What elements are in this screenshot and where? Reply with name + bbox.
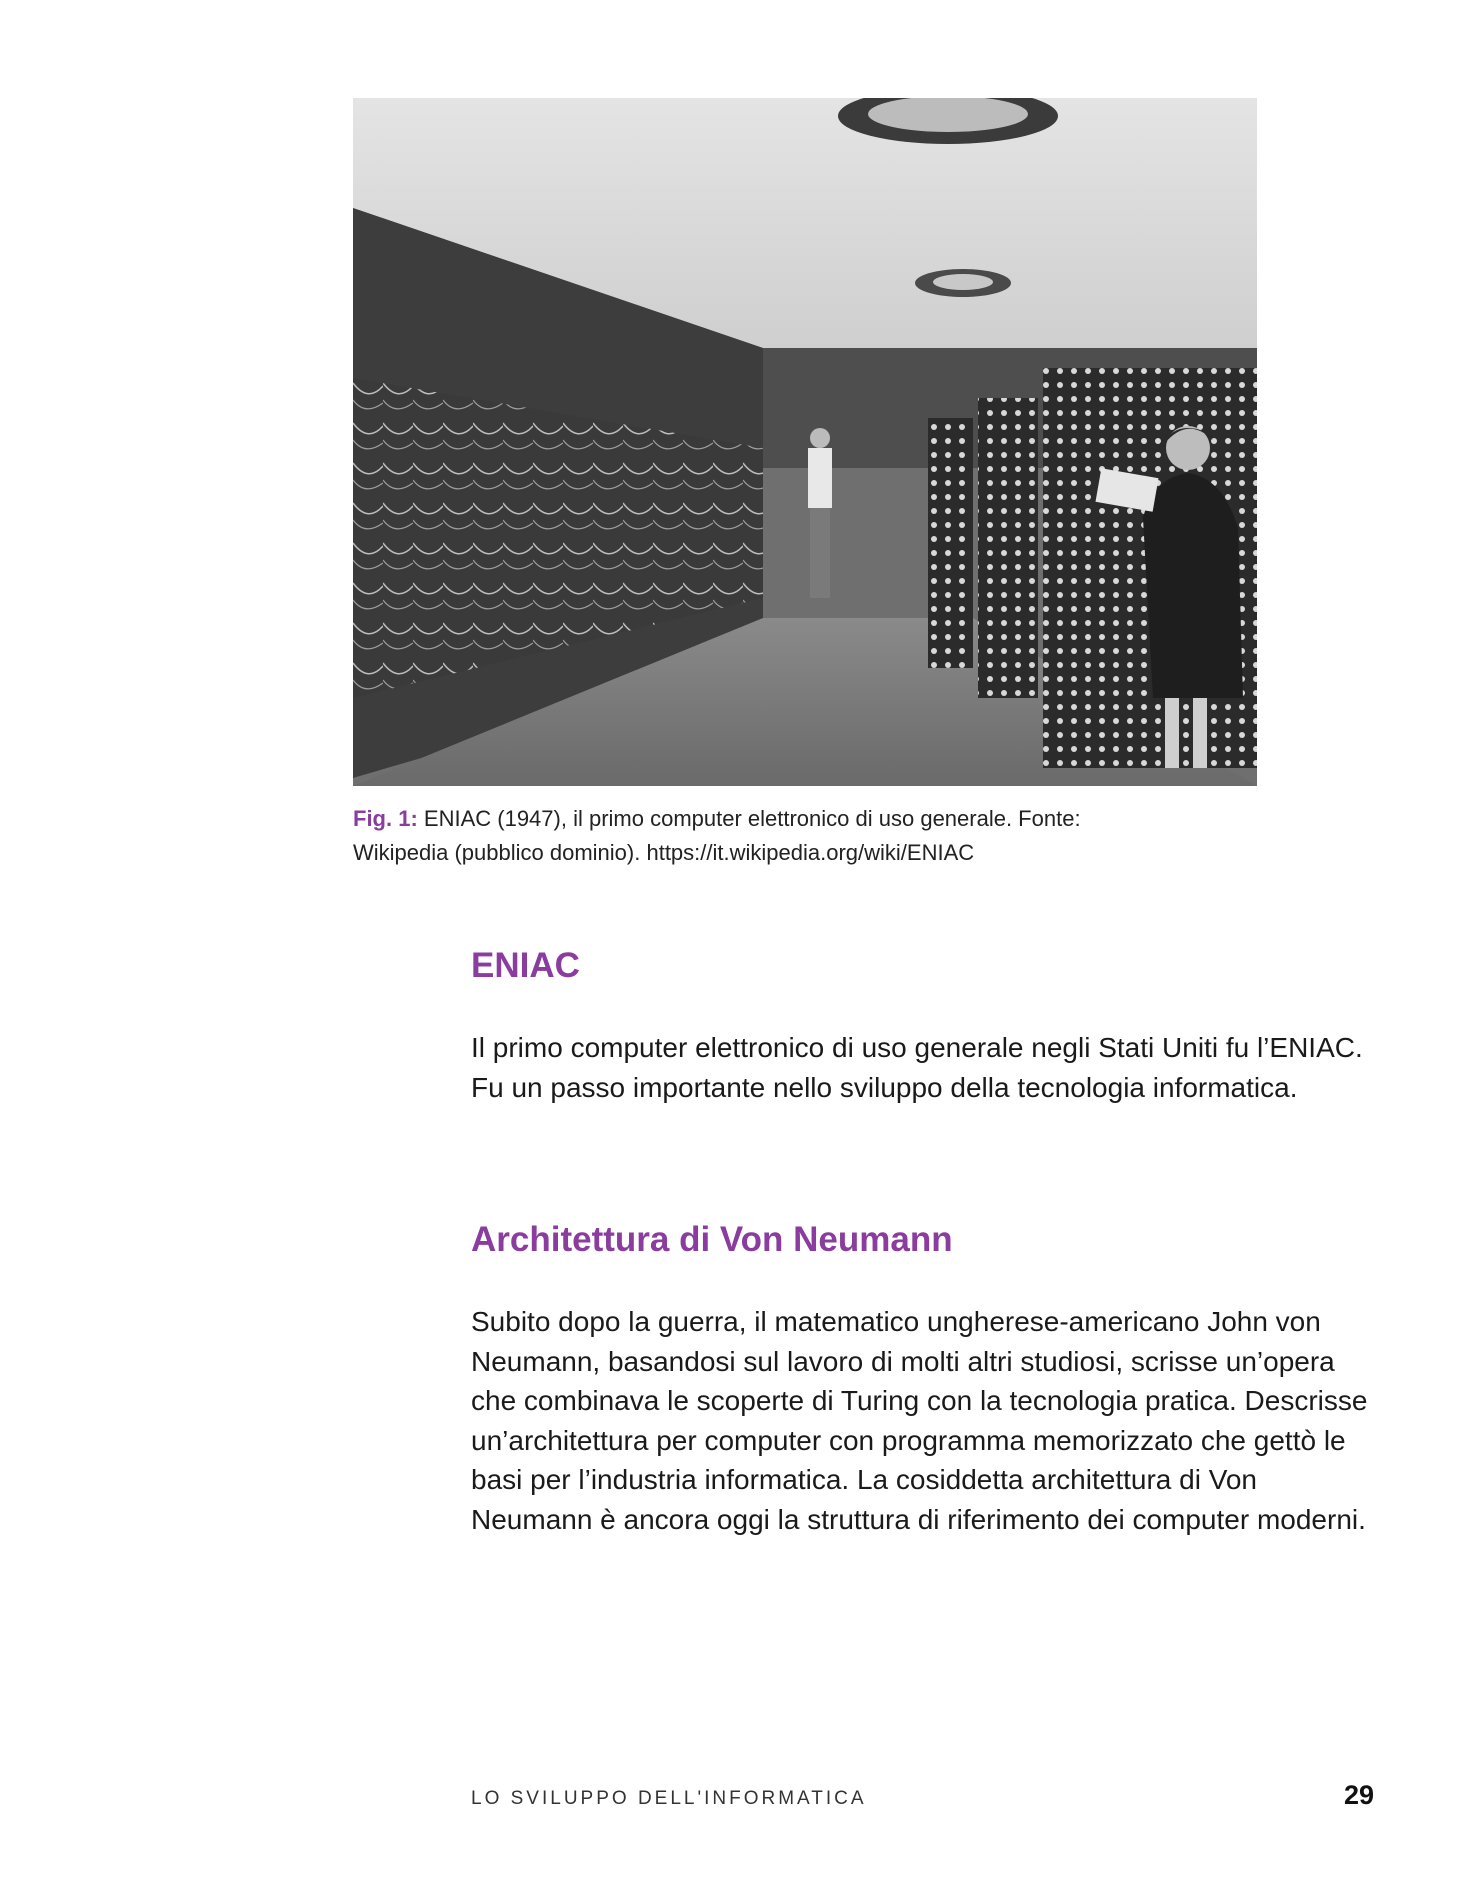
section-paragraph-von-neumann: Subito dopo la guerra, il matematico ungherese-americano John von Neumann, basandosi sul lavoro di molti altri studiosi, scrisse un’opera che combinava le scoperte di Turing con la tecnologia pratica. Descrisse un’architettura per computer con programma memorizzato che gettò le basi per l’industria informatica. La cosiddetta architettura di Von Neumann è ancora oggi la struttura di riferimento dei computer moderni. — [471, 1306, 1368, 1535]
figure-label: Fig. 1: — [353, 806, 418, 831]
figure-caption — [353, 802, 1233, 870]
section-paragraph-eniac: Il primo computer elettronico di uso generale negli Stati Uniti fu l’ENIAC. Fu un passo importante nello sviluppo della tecnologia informatica. — [471, 1032, 1363, 1103]
caption-text-1: ENIAC (1947), il primo computer elettronico di uso generale. Fonte: — [423, 806, 1081, 831]
caption-line-2: Wikipedia (pubblico dominio). https://it.wikipedia.org/wiki/ENIAC — [353, 840, 975, 865]
caption-line-1 — [353, 802, 1233, 836]
page-number: 29 — [1343, 1780, 1374, 1810]
running-footer-title: LO SVILUPPO DELL'INFORMATICA — [471, 1788, 867, 1809]
section-heading-eniac: ENIAC — [471, 946, 580, 985]
section-heading-von-neumann: Architettura di Von Neumann — [471, 1220, 953, 1259]
eniac-photo — [353, 98, 1257, 786]
